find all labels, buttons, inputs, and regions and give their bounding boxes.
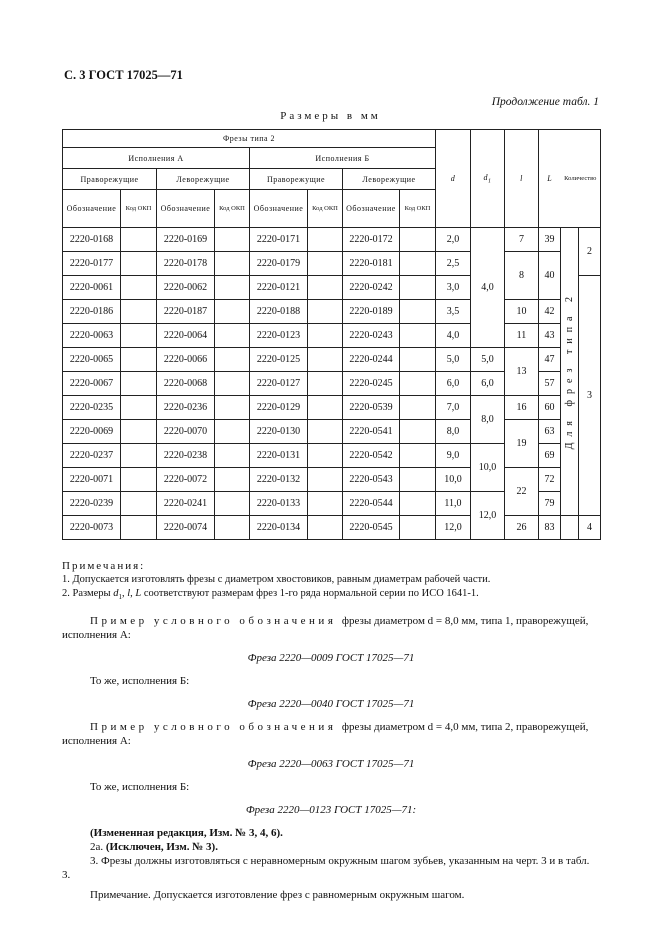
designation-a-right: 2220-0235	[63, 396, 121, 420]
code-cell	[121, 252, 157, 276]
value-d: 10,0	[436, 468, 471, 492]
designation-b-right: 2220-0131	[250, 444, 308, 468]
col-d-header: d	[436, 130, 471, 228]
code-header: Код ОКП	[400, 190, 436, 228]
designation-header: Обозначение	[343, 190, 400, 228]
designation-b-right: 2220-0171	[250, 228, 308, 252]
value-d1: 4,0	[471, 228, 505, 348]
code-cell	[121, 396, 157, 420]
exec-a-right-header: Праворежущие	[63, 169, 157, 190]
designation-a-right: 2220-0063	[63, 324, 121, 348]
designation-a-right: 2220-0168	[63, 228, 121, 252]
same-exec-b-1: То же, исполнения Б:	[90, 675, 190, 688]
example-2-formula: Фреза 2220—0063 ГОСТ 17025—71	[247, 758, 415, 771]
value-d: 2,0	[436, 228, 471, 252]
designation-b-left: 2220-0181	[343, 252, 400, 276]
code-cell	[215, 396, 250, 420]
code-cell	[400, 252, 436, 276]
code-cell	[400, 276, 436, 300]
code-cell	[121, 492, 157, 516]
designation-b-right: 2220-0123	[250, 324, 308, 348]
designation-b-left: 2220-0172	[343, 228, 400, 252]
value-d: 8,0	[436, 420, 471, 444]
code-cell	[400, 396, 436, 420]
example-1-formula: Фреза 2220—0009 ГОСТ 17025—71	[247, 652, 415, 665]
value-L: 72	[539, 468, 561, 492]
units-label: Размеры в мм	[280, 110, 381, 122]
value-L: 69	[539, 444, 561, 468]
designation-b-left: 2220-0543	[343, 468, 400, 492]
code-cell	[215, 228, 250, 252]
designation-a-left: 2220-0241	[157, 492, 215, 516]
vertical-label-cell	[561, 228, 579, 516]
exec-b-right-header: Праворежущие	[250, 169, 343, 190]
value-d: 2,5	[436, 252, 471, 276]
code-cell	[121, 372, 157, 396]
designation-a-left: 2220-0072	[157, 468, 215, 492]
vertical-label: Для фрез типа 2	[564, 290, 575, 450]
table-row	[63, 420, 601, 444]
group-title: Фрезы типа 2	[63, 130, 436, 148]
code-cell	[308, 252, 343, 276]
value-d1: 10,0	[471, 444, 505, 492]
code-cell	[215, 348, 250, 372]
designation-a-left: 2220-0187	[157, 300, 215, 324]
designation-b-right: 2220-0127	[250, 372, 308, 396]
designation-b-right: 2220-0134	[250, 516, 308, 540]
value-count: 3	[579, 276, 601, 516]
designation-b-left: 2220-0189	[343, 300, 400, 324]
code-cell	[308, 348, 343, 372]
code-cell	[308, 396, 343, 420]
table-row	[63, 228, 601, 252]
table-row	[63, 516, 601, 540]
item-3: 3. Фрезы должны изготовляться с неравномерным окружным шагом зубьев, указанным на черт. 3 и в табл. 3.	[62, 855, 590, 882]
header-row-1	[63, 130, 601, 148]
code-cell	[308, 516, 343, 540]
value-l: 22	[505, 468, 539, 516]
exec-b-header: Исполнения Б	[250, 148, 436, 169]
code-cell	[308, 372, 343, 396]
table-row	[63, 348, 601, 372]
value-l: 19	[505, 420, 539, 468]
code-cell	[308, 300, 343, 324]
designation-b-left: 2220-0545	[343, 516, 400, 540]
value-d: 7,0	[436, 396, 471, 420]
value-L: 40	[539, 252, 561, 300]
designation-a-left: 2220-0238	[157, 444, 215, 468]
document-body	[62, 547, 600, 902]
table-continuation-label: Продолжение табл. 1	[491, 96, 599, 108]
value-L: 83	[539, 516, 561, 540]
table-row	[63, 300, 601, 324]
example-1: Пример условного обозначения фрезы диаметром d = 8,0 мм, типа 1, праворежущей, исполнения А:	[62, 615, 589, 642]
value-L: 42	[539, 300, 561, 324]
code-cell	[215, 252, 250, 276]
example-2: Пример условного обозначения фрезы диаметром d = 4,0 мм, типа 2, праворежущей, исполнения А:	[62, 721, 589, 748]
value-d1: 5,0	[471, 348, 505, 372]
designation-a-left: 2220-0066	[157, 348, 215, 372]
designation-b-right: 2220-0125	[250, 348, 308, 372]
designation-b-right: 2220-0132	[250, 468, 308, 492]
code-cell	[215, 300, 250, 324]
code-cell	[308, 276, 343, 300]
value-L: 47	[539, 348, 561, 372]
value-count: 2	[579, 228, 601, 276]
code-cell	[400, 228, 436, 252]
code-cell	[121, 228, 157, 252]
designation-a-left: 2220-0169	[157, 228, 215, 252]
value-l: 26	[505, 516, 539, 540]
value-L: 39	[539, 228, 561, 252]
final-note: Примечание. Допускается изготовление фрез с равномерным окружным шагом.	[90, 889, 465, 902]
code-cell	[121, 348, 157, 372]
code-cell	[121, 300, 157, 324]
designation-b-right: 2220-0129	[250, 396, 308, 420]
code-cell	[215, 324, 250, 348]
example-2-formula-b: Фреза 2220—0123 ГОСТ 17025—71:	[245, 804, 417, 817]
value-d1: 8,0	[471, 396, 505, 444]
value-d1: 12,0	[471, 492, 505, 540]
exec-a-header: Исполнения А	[63, 148, 250, 169]
designation-b-left: 2220-0542	[343, 444, 400, 468]
code-cell	[400, 468, 436, 492]
code-cell	[121, 444, 157, 468]
value-d1: 6,0	[471, 372, 505, 396]
code-cell	[308, 444, 343, 468]
value-d: 3,5	[436, 300, 471, 324]
designation-a-left: 2220-0070	[157, 420, 215, 444]
table-row	[63, 468, 601, 492]
code-cell	[121, 468, 157, 492]
designation-b-left: 2220-0243	[343, 324, 400, 348]
designation-a-right: 2220-0186	[63, 300, 121, 324]
example-1-formula-b: Фреза 2220—0040 ГОСТ 17025—71	[247, 698, 415, 711]
value-L: 60	[539, 396, 561, 420]
code-cell	[121, 420, 157, 444]
code-cell	[308, 468, 343, 492]
col-d1-header: $d_1$	[471, 130, 505, 228]
code-cell	[215, 444, 250, 468]
value-L: 63	[539, 420, 561, 444]
amendment-changed: (Измененная редакция, Изм. № 3, 4, 6).	[90, 827, 283, 840]
code-cell	[400, 492, 436, 516]
value-count: 4	[579, 516, 601, 540]
col-l-header: l	[505, 130, 539, 228]
table-row	[63, 252, 601, 276]
designation-a-right: 2220-0067	[63, 372, 121, 396]
designation-a-right: 2220-0237	[63, 444, 121, 468]
value-d: 3,0	[436, 276, 471, 300]
code-cell	[215, 276, 250, 300]
value-l: 13	[505, 348, 539, 396]
value-d: 6,0	[436, 372, 471, 396]
code-header: Код ОКП	[121, 190, 157, 228]
code-cell	[121, 276, 157, 300]
notes-title: Примечания:	[62, 560, 146, 572]
code-cell	[400, 324, 436, 348]
value-d: 9,0	[436, 444, 471, 468]
code-cell	[308, 420, 343, 444]
designation-header: Обозначение	[250, 190, 308, 228]
designation-b-right: 2220-0188	[250, 300, 308, 324]
value-l: 10	[505, 300, 539, 324]
code-cell	[308, 492, 343, 516]
value-L: 57	[539, 372, 561, 396]
page-header: С. 3 ГОСТ 17025—71	[64, 68, 183, 82]
value-l: 16	[505, 396, 539, 420]
code-cell	[400, 348, 436, 372]
col-count-header: Количество	[561, 130, 601, 228]
value-l: 7	[505, 228, 539, 252]
designation-a-left: 2220-0178	[157, 252, 215, 276]
code-cell	[121, 324, 157, 348]
designation-header: Обозначение	[63, 190, 121, 228]
empty-cell	[561, 516, 579, 540]
code-cell	[215, 420, 250, 444]
value-L: 43	[539, 324, 561, 348]
designation-a-right: 2220-0061	[63, 276, 121, 300]
col-L-header: L	[539, 130, 561, 228]
note-2: 2. Размеры $d_1$, l, L соответствуют размерам фрез 1-го ряда нормальной серии по ИСО 1641-1.	[62, 588, 479, 602]
value-L: 79	[539, 492, 561, 516]
designation-b-left: 2220-0242	[343, 276, 400, 300]
code-cell	[215, 492, 250, 516]
code-cell	[400, 444, 436, 468]
code-cell	[308, 228, 343, 252]
value-l: 11	[505, 324, 539, 348]
designation-a-right: 2220-0071	[63, 468, 121, 492]
table-row	[63, 396, 601, 420]
designation-b-left: 2220-0244	[343, 348, 400, 372]
designation-a-right: 2220-0065	[63, 348, 121, 372]
designation-b-right: 2220-0179	[250, 252, 308, 276]
code-cell	[215, 372, 250, 396]
designation-header: Обозначение	[157, 190, 215, 228]
code-cell	[400, 516, 436, 540]
designation-a-right: 2220-0239	[63, 492, 121, 516]
code-cell	[400, 372, 436, 396]
code-cell	[215, 468, 250, 492]
code-cell	[308, 324, 343, 348]
code-cell	[400, 420, 436, 444]
designation-b-left: 2220-0541	[343, 420, 400, 444]
code-cell	[400, 300, 436, 324]
exec-a-left-header: Леворежущие	[157, 169, 250, 190]
designation-b-right: 2220-0121	[250, 276, 308, 300]
code-cell	[121, 516, 157, 540]
value-d: 11,0	[436, 492, 471, 516]
designation-a-right: 2220-0069	[63, 420, 121, 444]
cutter-table	[62, 129, 601, 540]
value-d: 5,0	[436, 348, 471, 372]
value-l: 8	[505, 252, 539, 300]
value-d: 4,0	[436, 324, 471, 348]
designation-b-left: 2220-0245	[343, 372, 400, 396]
designation-a-left: 2220-0068	[157, 372, 215, 396]
code-header: Код ОКП	[308, 190, 343, 228]
designation-a-left: 2220-0062	[157, 276, 215, 300]
code-header: Код ОКП	[215, 190, 250, 228]
table-row	[63, 324, 601, 348]
designation-a-left: 2220-0064	[157, 324, 215, 348]
same-exec-b-2: То же, исполнения Б:	[90, 781, 190, 794]
exec-b-left-header: Леворежущие	[343, 169, 436, 190]
code-cell	[215, 516, 250, 540]
designation-a-right: 2220-0073	[63, 516, 121, 540]
designation-a-left: 2220-0236	[157, 396, 215, 420]
designation-b-right: 2220-0130	[250, 420, 308, 444]
note-1: 1. Допускается изготовлять фрезы с диаметром хвостовиков, равным диаметрам рабочей части.	[62, 574, 491, 585]
designation-b-left: 2220-0544	[343, 492, 400, 516]
designation-b-left: 2220-0539	[343, 396, 400, 420]
designation-b-right: 2220-0133	[250, 492, 308, 516]
amendment-2a: 2а. (Исключен, Изм. № 3).	[90, 841, 218, 854]
designation-a-left: 2220-0074	[157, 516, 215, 540]
designation-a-right: 2220-0177	[63, 252, 121, 276]
value-d: 12,0	[436, 516, 471, 540]
